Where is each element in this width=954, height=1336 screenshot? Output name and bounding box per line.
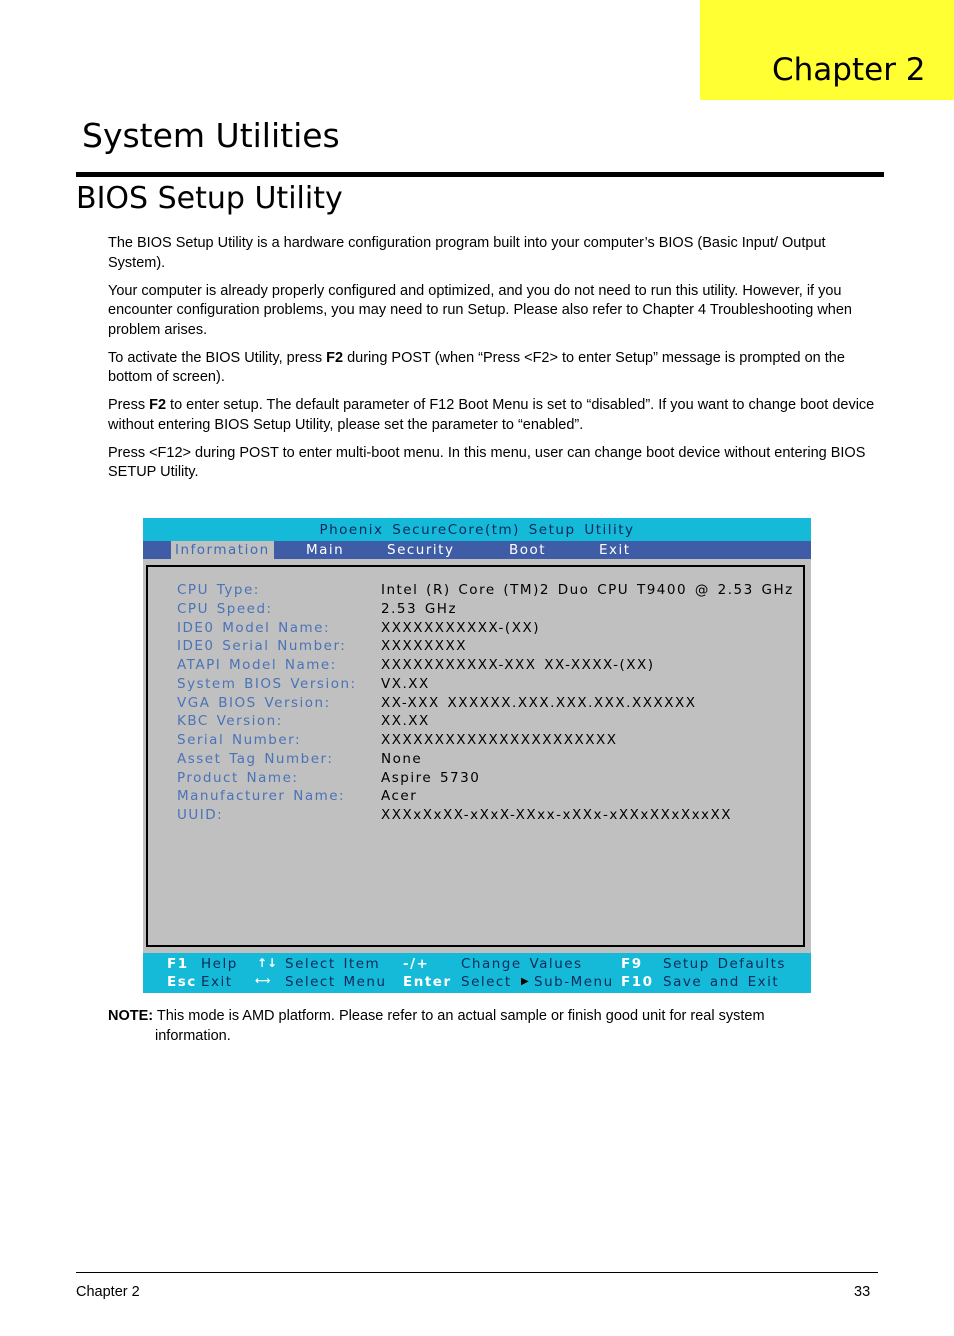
bios-row-uuid — [148, 807, 788, 825]
bios-value: Intel (R) Core (TM)2 Duo CPU T9400 @ 2.53 GHz — [381, 582, 794, 598]
bios-row-ide0-model — [148, 620, 788, 638]
bios-row-asset-tag — [148, 751, 788, 769]
bios-label: Serial Number: — [177, 732, 302, 748]
paragraph-4-text: Press — [108, 397, 150, 413]
setup-defaults-label: Setup Defaults — [663, 956, 786, 972]
f9-key: F9 — [621, 956, 643, 972]
bios-screenshot — [143, 518, 811, 993]
f10-key: F10 — [621, 974, 654, 990]
bios-info-panel — [146, 565, 805, 947]
chapter-tab — [700, 0, 954, 100]
paragraph-2: Your computer is already properly configured and optimized, and you do not need to run this utility. However, if you encounter configuration problems, you may need to run Setup. Please also refer to Chapter 4 Troubleshooting when problem arises. — [108, 282, 852, 338]
bios-menu-bar — [143, 541, 811, 559]
bios-tab-information[interactable]: Information — [171, 541, 274, 559]
select-item-label: Select Item — [285, 956, 381, 972]
paragraph-4 — [108, 396, 878, 435]
paragraph-3-text-end: during POST (when “Press <F2> to enter Setup” message is prompted on the bottom of screen). — [108, 349, 845, 385]
up-down-arrows-icon: ↑↓ — [257, 956, 278, 970]
submenu-label: Sub-Menu — [534, 974, 614, 990]
body-text — [108, 234, 878, 491]
esc-key: Esc — [167, 974, 197, 990]
bios-label: Asset Tag Number: — [177, 751, 334, 767]
bios-value: Acer — [381, 788, 418, 804]
footer-chapter: Chapter 2 — [76, 1284, 140, 1300]
bios-label: CPU Type: — [177, 582, 260, 598]
bios-tab-security[interactable]: Security — [387, 542, 455, 558]
bios-row-product-name — [148, 770, 788, 788]
change-values-label: Change Values — [461, 956, 583, 972]
note-label: NOTE: — [108, 1008, 154, 1024]
f2-key-text: F2 — [326, 349, 344, 366]
bios-tab-boot[interactable]: Boot — [509, 542, 547, 558]
bios-row-vga-bios — [148, 695, 788, 713]
bios-row-cpu-speed — [148, 601, 788, 619]
bios-value: VX.XX — [381, 676, 430, 692]
title-rule — [76, 172, 884, 177]
save-and-exit-label: Save and Exit — [663, 974, 780, 990]
select-menu-label: Select Menu — [285, 974, 387, 990]
paragraph-5: Press <F12> during POST to enter multi-boot menu. In this menu, user can change boot device without entering BIOS SETUP Utility. — [108, 444, 866, 480]
bios-row-atapi-model — [148, 657, 788, 675]
section-title: BIOS Setup Utility — [76, 181, 343, 216]
bios-row-kbc-version — [148, 713, 788, 731]
bios-value: XXXXXXXX — [381, 638, 467, 654]
bios-label: CPU Speed: — [177, 601, 273, 617]
bios-value: XXXxXxXX-xXxX-XXxx-xXXx-xXXxXXxXxxXX — [381, 807, 733, 823]
bios-title-bar: Phoenix SecureCore(tm) Setup Utility — [143, 518, 811, 541]
bios-value: XX-XXX XXXXXX.XXX.XXX.XXX.XXXXXX — [381, 695, 697, 711]
footer-rule — [76, 1272, 878, 1273]
bios-value: XXXXXXXXXXXXXXXXXXXXXX — [381, 732, 618, 748]
note-text-continued: information. — [155, 1027, 231, 1044]
bios-row-manufacturer — [148, 788, 788, 806]
bios-tab-exit[interactable]: Exit — [599, 542, 631, 558]
bios-label: ATAPI Model Name: — [177, 657, 337, 673]
plus-minus-key: -/+ — [403, 956, 430, 972]
f1-label: Help — [201, 956, 238, 972]
bios-value: XX.XX — [381, 713, 430, 729]
bios-label: VGA BIOS Version: — [177, 695, 331, 711]
bios-value: Aspire 5730 — [381, 770, 481, 786]
bios-value: None — [381, 751, 423, 767]
bios-label: Manufacturer Name: — [177, 788, 346, 804]
esc-label: Exit — [201, 974, 233, 990]
f2-key-text: F2 — [149, 397, 167, 413]
bios-tab-main[interactable]: Main — [306, 542, 345, 558]
note — [108, 1007, 868, 1046]
paragraph-3-text: To activate the BIOS Utility, press — [108, 349, 327, 366]
chapter-tab-label: Chapter 2 — [772, 52, 926, 88]
bios-row-system-bios — [148, 676, 788, 694]
bios-label: System BIOS Version: — [177, 676, 357, 692]
bios-row-ide0-serial — [148, 638, 788, 656]
paragraph-4-text-end: to enter setup. The default parameter of F12 Boot Menu is set to “disabled”. If you want to change boot device without entering BIOS Setup Utility, please set the parameter to “enabled”. — [108, 397, 875, 433]
bios-label: KBC Version: — [177, 713, 283, 729]
bios-footer-bar — [143, 953, 811, 993]
bios-value: 2.53 GHz — [381, 601, 458, 617]
bios-label: UUID: — [177, 807, 224, 823]
page-title: System Utilities — [82, 116, 340, 155]
bios-value: XXXXXXXXXXX-XXX XX-XXXX-(XX) — [381, 657, 655, 673]
f1-key: F1 — [167, 956, 189, 972]
enter-key: Enter — [403, 974, 452, 990]
bios-label: IDE0 Model Name: — [177, 620, 330, 636]
bios-label: IDE0 Serial Number: — [177, 638, 347, 654]
page-number: 33 — [854, 1284, 871, 1300]
bios-label: Product Name: — [177, 770, 299, 786]
note-text: This mode is AMD platform. Please refer to an actual sample or finish good unit for real system — [153, 1008, 765, 1024]
paragraph-3 — [108, 349, 878, 388]
paragraph-1: The BIOS Setup Utility is a hardware configuration program built into your computer’s BIOS (Basic Input/ Output System). — [108, 235, 826, 271]
submenu-arrow-icon: ▶ — [521, 976, 531, 987]
enter-select-label: Select — [461, 974, 512, 990]
bios-value: XXXXXXXXXXX-(XX) — [381, 620, 540, 636]
left-right-arrows-icon: ←→ — [255, 974, 268, 987]
bios-row-cpu-type — [148, 582, 794, 600]
bios-row-serial-number — [148, 732, 788, 750]
